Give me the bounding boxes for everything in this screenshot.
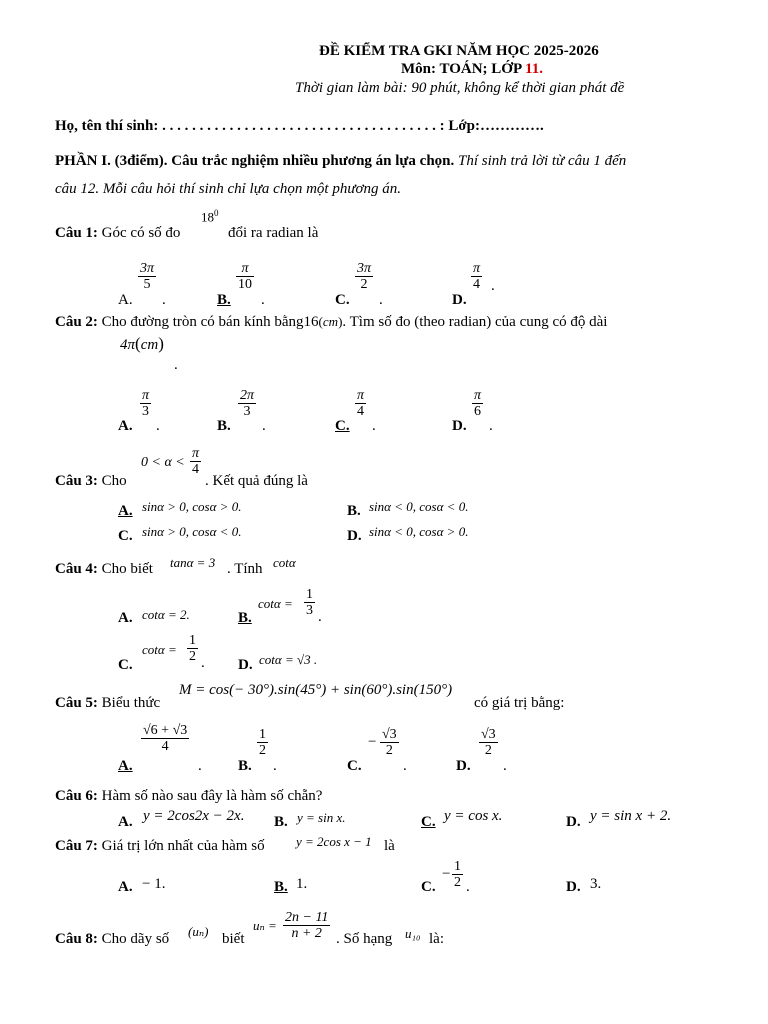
q2-a-num: π xyxy=(142,388,150,403)
q5-b-dot: . xyxy=(273,758,277,774)
q7-function: y = 2cos x − 1 xyxy=(296,834,372,849)
q3-stem-a xyxy=(55,473,127,490)
q2-a-den: 3 xyxy=(140,403,151,419)
q2-option-c xyxy=(355,388,366,419)
q4-option-c-label: C. xyxy=(118,657,133,673)
q4-text-a: Cho biết xyxy=(97,561,153,577)
q1-text-a: Góc có số đo xyxy=(97,225,181,241)
q1-option-a xyxy=(138,261,156,292)
q4-target: cotα xyxy=(273,555,296,570)
q7-option-a-label: A. xyxy=(118,879,133,895)
subject-prefix: Môn: TOÁN; LỚP xyxy=(401,61,526,77)
q4-given: tanα = 3 xyxy=(170,555,216,570)
q8-sequence: (uₙ) xyxy=(188,924,209,939)
q2-dot: . xyxy=(174,357,178,373)
q1-text-b: đổi ra radian là xyxy=(228,225,319,241)
q2-b-den: 3 xyxy=(238,403,256,419)
q5-d-den: 2 xyxy=(479,742,498,758)
q2-label: Câu 2: xyxy=(55,314,98,330)
q4-option-a: cotα = 2. xyxy=(142,607,190,622)
q7-option-a: − 1. xyxy=(142,876,166,892)
q7-c-num: 1 xyxy=(454,859,461,874)
q1-c-den: 2 xyxy=(355,276,373,292)
q4-option-b-frac xyxy=(304,587,315,618)
q5-expression: M = cos(− 30°).sin(45°) + sin(60°).sin(150°) xyxy=(179,682,453,698)
q1-label: Câu 1: xyxy=(55,225,98,241)
q5-option-b xyxy=(257,727,268,758)
q1-a-dot: . xyxy=(162,292,166,308)
q5-d-dot: . xyxy=(503,758,507,774)
q5-b-den: 2 xyxy=(259,743,266,758)
q2-a-dot: . xyxy=(156,418,160,434)
q2-b-dot: . xyxy=(262,418,266,434)
q2-c-dot: . xyxy=(372,418,376,434)
q2-arc-value: 4π xyxy=(120,337,136,353)
q2-d-den: 6 xyxy=(472,403,483,419)
q4-c-num: 1 xyxy=(189,633,196,648)
q8-text-d: là: xyxy=(429,931,444,947)
q6-option-a-label: A. xyxy=(118,814,133,830)
q1-a-num: 3π xyxy=(140,261,155,276)
q3-option-c: sinα > 0, cosα < 0. xyxy=(142,524,242,539)
q6-option-c-label: C. xyxy=(421,814,436,830)
q8-text-c: . Số hạng xyxy=(336,931,393,947)
q1-d-den: 4 xyxy=(471,276,482,292)
q2-c-num: π xyxy=(357,388,365,403)
q5-c-sign: − xyxy=(368,734,377,750)
q3-option-a: sinα > 0, cosα > 0. xyxy=(142,499,242,514)
q2-radius: 16 xyxy=(303,314,319,330)
q2-unit: cm xyxy=(322,314,339,329)
q7-option-d: 3. xyxy=(590,876,602,892)
q4-option-d: cotα = √3 . xyxy=(259,652,318,667)
student-line xyxy=(55,118,544,135)
q5-b-num: 1 xyxy=(259,727,266,742)
q1-b-den: 10 xyxy=(238,277,252,292)
q5-label: Câu 5: xyxy=(55,695,98,711)
q8-label: Câu 8: xyxy=(55,931,98,947)
q3-option-d: sinα < 0, cosα > 0. xyxy=(369,524,469,539)
q7-option-c xyxy=(452,859,463,890)
q2-b-num: 2π xyxy=(240,388,255,403)
part1-instruction-1: Thí sinh trả lời từ câu 1 đến xyxy=(458,153,627,169)
q6-text: Hàm số nào sau đây là hàm số chẵn? xyxy=(97,788,323,804)
q7-text-a: Giá trị lớn nhất của hàm số xyxy=(97,838,265,854)
q1-option-b-label: B. xyxy=(217,292,231,308)
q3-condition-left: 0 < α < xyxy=(141,455,185,470)
q1-stem xyxy=(55,225,180,242)
q1-d-dot: . xyxy=(491,278,495,294)
q5-c-dot: . xyxy=(403,758,407,774)
q7-c-den: 2 xyxy=(454,875,461,890)
q5-option-a xyxy=(141,723,189,754)
q5-c-num: √3 xyxy=(382,727,397,742)
q6-option-c: y = cos x. xyxy=(444,808,503,824)
q5-c-den: 2 xyxy=(380,742,399,758)
q2-stem: Câu 2: Cho đường tròn có bán kính bằng16(cm). Tìm số đo (theo radian) của cung có độ dài xyxy=(55,314,608,330)
q2-option-d xyxy=(472,388,483,419)
q5-option-d-label: D. xyxy=(456,758,471,774)
q2-option-a xyxy=(140,388,151,419)
q5-a-den: 4 xyxy=(141,738,189,754)
q7-option-c-label: C. xyxy=(421,879,436,895)
q5-option-a-label: A. xyxy=(118,758,133,774)
q3-option-b-label: B. xyxy=(347,503,361,519)
q1-d-num: π xyxy=(473,261,481,276)
q3-cond-den: 4 xyxy=(190,461,201,477)
subject-line xyxy=(401,61,543,78)
q6-label: Câu 6: xyxy=(55,788,98,804)
q1-c-dot: . xyxy=(379,292,383,308)
q7-c-dot: . xyxy=(466,879,470,895)
q2-c-den: 4 xyxy=(355,403,366,419)
q8-un-frac xyxy=(283,910,330,941)
q1-degree xyxy=(201,208,219,225)
q2-option-b xyxy=(238,388,256,419)
q4-b-den: 3 xyxy=(306,603,313,618)
q4-option-c-left: cotα = xyxy=(142,642,177,657)
q3-option-b: sinα < 0, cosα < 0. xyxy=(369,499,469,514)
grade: 11. xyxy=(525,61,543,77)
q6-option-d: y = sin x + 2. xyxy=(590,808,672,824)
q1-a-den: 5 xyxy=(138,276,156,292)
q7-option-b: 1. xyxy=(296,876,308,892)
part1-line1 xyxy=(55,153,626,170)
q8-un-num: 2n − 11 xyxy=(285,910,329,925)
q1-c-num: 3π xyxy=(357,261,372,276)
q4-option-b-left: cotα = xyxy=(258,596,293,611)
q3-text-a: Cho xyxy=(97,473,127,489)
q6-option-b-label: B. xyxy=(274,814,288,830)
q5-text-a: Biểu thức xyxy=(97,695,161,711)
q5-a-num: √6 + √3 xyxy=(143,723,188,738)
q2-d-dot: . xyxy=(489,418,493,434)
q4-text-b: . Tính xyxy=(227,561,263,577)
q4-b-dot: . xyxy=(318,609,322,625)
q5-stem-a xyxy=(55,695,160,712)
q4-label: Câu 4: xyxy=(55,561,98,577)
q3-condition-frac xyxy=(190,446,201,477)
q1-degree-symbol: 0 xyxy=(214,208,219,218)
q2-arc: 4π(cm) xyxy=(120,334,164,353)
name-dots: . . . . . . . . . . . . . . . . . . . . . . . . . . . . . . . . . . . . . : xyxy=(162,118,449,134)
q4-c-dot: . xyxy=(201,655,205,671)
q4-stem-a xyxy=(55,561,153,578)
q8-text-a: Cho dãy số xyxy=(97,931,170,947)
q8-un-den: n + 2 xyxy=(283,925,330,941)
q1-degree-value: 18 xyxy=(201,209,214,225)
q2-option-c-label: C. xyxy=(335,418,350,434)
q3-option-c-label: C. xyxy=(118,528,133,544)
q1-option-c xyxy=(355,261,373,292)
q6-option-a: y = 2cos2x − 2x. xyxy=(143,808,245,824)
q8-stem-a xyxy=(55,931,169,948)
q3-label: Câu 3: xyxy=(55,473,98,489)
q1-option-a-label: A. xyxy=(118,292,133,308)
part1-heading: PHẦN I. (3điểm). Câu trắc nghiệm nhiều phương án lựa chọn. xyxy=(55,153,459,169)
q1-b-num: π xyxy=(241,261,249,276)
q2-d-num: π xyxy=(474,388,482,403)
q5-a-dot: . xyxy=(198,758,202,774)
q5-option-b-label: B. xyxy=(238,758,252,774)
q2-text-b: . Tìm số đo (theo radian) của cung có độ dài xyxy=(342,314,608,330)
class-label: Lớp:…………. xyxy=(448,118,544,134)
q7-label: Câu 7: xyxy=(55,838,98,854)
q4-c-den: 2 xyxy=(189,649,196,664)
q1-option-d-label: D. xyxy=(452,292,467,308)
q5-option-d xyxy=(479,727,498,758)
exam-title: ĐỀ KIỂM TRA GKI NĂM HỌC 2025-2026 xyxy=(319,43,599,59)
q2-text-a: Cho đường tròn có bán kính bằng xyxy=(97,314,304,330)
part1-instruction-2: câu 12. Mỗi câu hỏi thí sinh chỉ lựa chọn một phương án. xyxy=(55,181,402,197)
q3-option-d-label: D. xyxy=(347,528,362,544)
time-note: Thời gian làm bài: 90 phút, không kể thời gian phát đề xyxy=(295,80,625,96)
q6-option-b: y = sin x. xyxy=(297,810,346,825)
q1-option-b xyxy=(236,261,254,292)
q2-option-b-label: B. xyxy=(217,418,231,434)
q1-option-d xyxy=(471,261,482,292)
q2-option-a-label: A. xyxy=(118,418,133,434)
name-label: Họ, tên thí sinh: xyxy=(55,118,163,134)
q4-option-a-label: A. xyxy=(118,610,133,626)
q8-text-b: biết xyxy=(222,931,245,947)
q2-arc-unit: cm xyxy=(140,337,159,353)
q7-option-d-label: D. xyxy=(566,879,581,895)
q5-option-c-label: C. xyxy=(347,758,362,774)
q7-c-sign: − xyxy=(442,866,451,882)
q1-b-dot: . xyxy=(261,292,265,308)
q3-text-b: . Kết quả đúng là xyxy=(205,473,308,489)
q5-text-b: có giá trị bằng: xyxy=(474,695,565,711)
q1-option-c-label: C. xyxy=(335,292,350,308)
q4-option-c-frac xyxy=(187,633,198,664)
q4-option-d-label: D. xyxy=(238,657,253,673)
q3-cond-num: π xyxy=(192,446,200,461)
q7-option-b-label: B. xyxy=(274,879,288,895)
q7-text-b: là xyxy=(384,838,395,854)
q8-term: u₁₀ xyxy=(405,926,421,941)
q5-option-c xyxy=(380,727,399,758)
q7-stem-a xyxy=(55,838,265,855)
q6-stem xyxy=(55,788,322,805)
q3-option-a-label: A. xyxy=(118,503,133,519)
q4-option-b-label: B. xyxy=(238,610,252,626)
q6-option-d-label: D. xyxy=(566,814,581,830)
q4-b-num: 1 xyxy=(306,587,313,602)
q8-un: uₙ = xyxy=(253,918,277,933)
q2-option-d-label: D. xyxy=(452,418,467,434)
q5-d-num: √3 xyxy=(481,727,496,742)
